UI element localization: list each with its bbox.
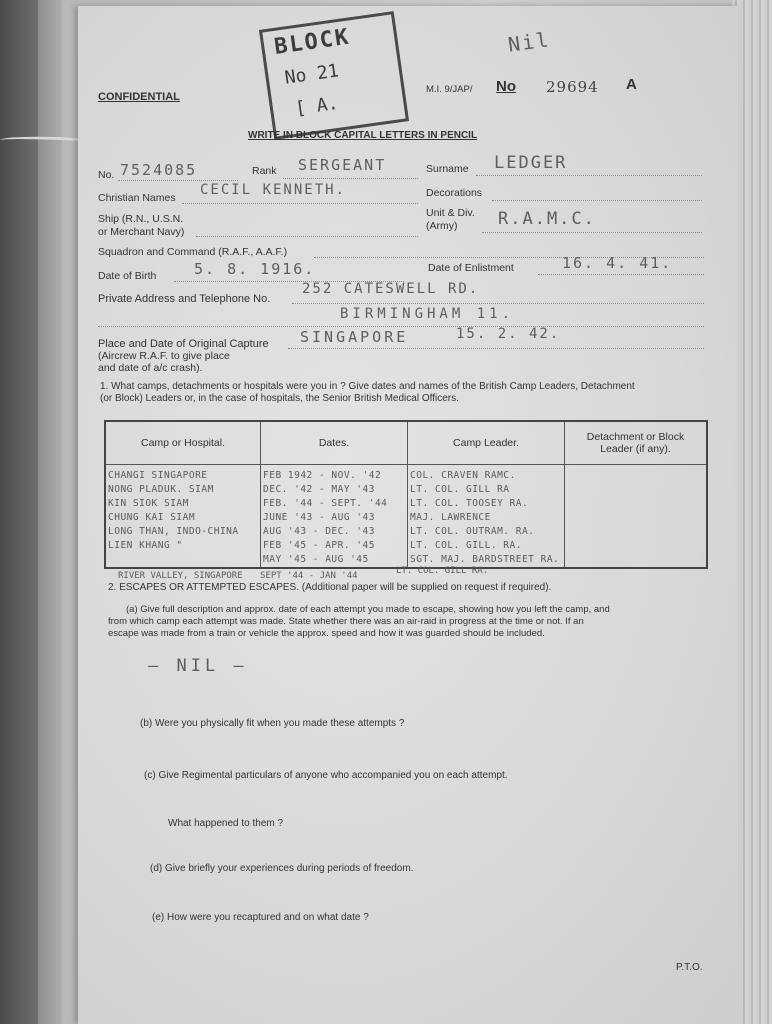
question-2a-line-3: escape was made from a train or vehicle the approx. speed and how it was guarded should be included. <box>108 628 545 639</box>
serial-number: 29694 <box>546 78 599 96</box>
camp-column <box>105 465 261 569</box>
table-cell: CHANGI SINGAPORE <box>108 470 208 481</box>
address-label: Private Address and Telephone No. <box>98 293 271 305</box>
camp-table-header-row <box>105 421 707 465</box>
capture-label-1: Place and Date of Original Capture <box>98 338 269 350</box>
address-line-2: BIRMINGHAM 11. <box>340 306 515 322</box>
question-2-heading: 2. ESCAPES OR ATTEMPTED ESCAPES. (Additional paper will be supplied on request if required). <box>108 582 552 593</box>
binder-spine <box>0 0 38 1024</box>
table-cell: FEB. '44 - SEPT. '44 <box>263 498 388 509</box>
block-stamp <box>259 11 409 140</box>
ship-label-1: Ship (R.N., U.S.N. <box>98 213 184 225</box>
table-cell: JUNE '43 - AUG '43 <box>263 512 375 523</box>
table-cell: LT. COL. OUTRAM. RA. <box>410 526 535 537</box>
table-cell: CHUNG KAI SIAM <box>108 512 196 523</box>
question-1-line-2: (or Block) Leaders or, in the case of hospitals, the Senior British Medical Officers. <box>100 393 459 404</box>
serial-suffix: A <box>626 76 637 93</box>
detachment-column <box>565 465 708 569</box>
confidential-label: CONFIDENTIAL <box>98 91 180 103</box>
camp-table <box>104 420 708 569</box>
question-2c-what-happened: What happened to them ? <box>168 818 284 829</box>
question-2a-line-1: (a) Give full description and approx. date of each attempt you made to escape, showing how you left the camp, and <box>126 604 610 615</box>
question-2e: (e) How were you recaptured and on what date ? <box>152 912 369 923</box>
unit-label-2: (Army) <box>426 220 458 232</box>
no-label: No. <box>98 169 115 181</box>
decorations-label: Decorations <box>426 187 483 199</box>
table-cell: LONG THAN, INDO-CHINA <box>108 526 239 537</box>
service-number: 7524085 <box>120 161 198 179</box>
ship-label-2: or Merchant Navy) <box>98 226 185 238</box>
table-cell: MAJ. LAWRENCE <box>410 512 491 523</box>
table-cell: DEC. '42 - MAY '43 <box>263 484 375 495</box>
table-cell: COL. CRAVEN RAMC. <box>410 470 516 481</box>
dates-column <box>261 465 408 569</box>
enlistment-label: Date of Enlistment <box>428 262 514 274</box>
table-cell: AUG '43 - DEC. '43 <box>263 526 375 537</box>
enlistment-value: 16. 4. 41. <box>562 254 673 272</box>
unit-label-1: Unit & Div. <box>426 207 475 219</box>
overflow-dates: SEPT '44 - JAN '44 <box>260 571 358 581</box>
dob-value: 5. 8. 1916. <box>194 260 316 278</box>
surname-value: LEDGER <box>494 153 568 173</box>
question-2b: (b) Were you physically fit when you made these attempts ? <box>140 718 405 729</box>
question-2a-line-2: from which camp each attempt was made. State whether there was an air-raid in progress at the time or not. If an <box>108 616 584 627</box>
question-1-line-1: 1. What camps, detachments or hospitals were you in ? Give dates and names of the British Camp Leaders, Detachment <box>100 381 635 392</box>
capture-date: 15. 2. 42. <box>456 326 561 342</box>
dob-label: Date of Birth <box>98 270 157 282</box>
table-cell: SGT. MAJ. BARDSTREET RA. <box>410 554 560 565</box>
mi-code: M.I. 9/JAP/ <box>426 84 473 95</box>
surname-label: Surname <box>426 163 469 175</box>
christian-names-label: Christian Names <box>98 192 176 204</box>
leader-column <box>408 465 565 569</box>
nil-mark: Nil <box>506 27 552 57</box>
squadron-label: Squadron and Command (R.A.F., A.A.F.) <box>98 246 288 258</box>
table-cell: FEB '45 - APR. '45 <box>263 540 375 551</box>
address-line-1: 252 CATESWELL RD. <box>302 281 480 297</box>
form-sheet <box>78 6 738 1024</box>
table-cell: NONG PLADUK. SIAM <box>108 484 214 495</box>
capture-place: SINGAPORE <box>300 328 409 346</box>
stamp-word: BLOCK <box>272 24 352 60</box>
capture-label-3: and date of a/c crash). <box>98 362 203 374</box>
table-cell: LIEN KHANG " <box>108 540 183 551</box>
table-cell: KIN SIOK SIAM <box>108 498 189 509</box>
camp-table-body <box>105 465 707 569</box>
stamp-sub: [ A. <box>293 92 340 120</box>
header-detachment-leader: Detachment or Block Leader (if any). <box>565 421 708 465</box>
table-cell: MAY '45 - AUG '45 <box>263 554 369 565</box>
rank-value: SERGEANT <box>298 156 387 174</box>
christian-names-value: CECIL KENNETH. <box>200 182 347 198</box>
question-2c: (c) Give Regimental particulars of anyone who accompanied you on each attempt. <box>144 770 508 781</box>
instruction-heading: WRITE IN BLOCK CAPITAL LETTERS IN PENCIL <box>248 130 478 141</box>
table-cell: LT. COL. GILL. RA. <box>410 540 522 551</box>
table-cell: LT. COL. TOOSEY RA. <box>410 498 529 509</box>
question-2d: (d) Give briefly your experiences during periods of freedom. <box>150 863 414 874</box>
header-camp-leader: Camp Leader. <box>408 421 565 465</box>
header-dates: Dates. <box>261 421 408 465</box>
capture-label-2: (Aircrew R.A.F. to give place <box>98 350 230 362</box>
escape-answer: — NIL — <box>148 656 248 676</box>
unit-value: R.A.M.C. <box>498 209 596 229</box>
table-cell: LT. COL. GILL RA <box>410 484 510 495</box>
overflow-camp: RIVER VALLEY, SINGAPORE <box>118 571 243 581</box>
stamp-number: No 21 <box>283 60 341 89</box>
number-symbol: No <box>496 78 516 95</box>
overflow-leader: LT. COL. GILL RA. <box>396 566 489 576</box>
page-stack-edge <box>732 0 772 1024</box>
rank-label: Rank <box>252 165 277 177</box>
pto-label: P.T.O. <box>676 962 703 973</box>
table-cell: FEB 1942 - NOV. '42 <box>263 470 382 481</box>
header-camp: Camp or Hospital. <box>105 421 261 465</box>
